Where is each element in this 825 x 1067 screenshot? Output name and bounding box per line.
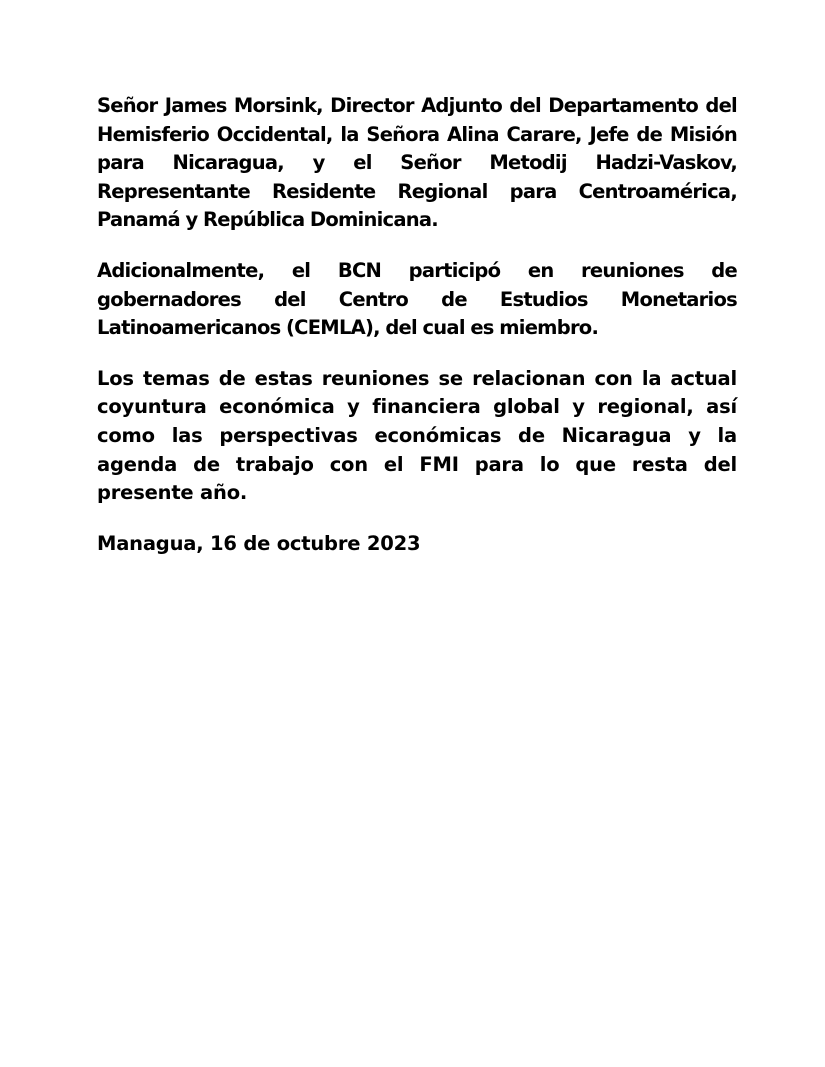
paragraph-officials: Señor James Morsink, Director Adjunto del Departamento del Hemisferio Occidental, la Señora Alina Carare, Jefe de Misión para Nicaragua, y el Señor Metodij Hadzi-Vaskov, Representante Residente Regional para Centroamérica, Panamá y República Dominicana. bbox=[97, 94, 737, 232]
place-date: Managua, 16 de octubre 2023 bbox=[97, 531, 421, 555]
document-page bbox=[97, 92, 737, 558]
paragraph-cemla: Adicionalmente, el BCN participó en reuniones de gobernadores del Centro de Estudios Monetarios Latinoamericanos (CEMLA), del cual es miembro. bbox=[97, 258, 737, 340]
paragraph-topics: Los temas de estas reuniones se relacionan con la actual coyuntura económica y financiera global y regional, así como las perspectivas económicas de Nicaragua y la agenda de trabajo con el FMI para lo que resta del presente año. bbox=[97, 366, 737, 505]
